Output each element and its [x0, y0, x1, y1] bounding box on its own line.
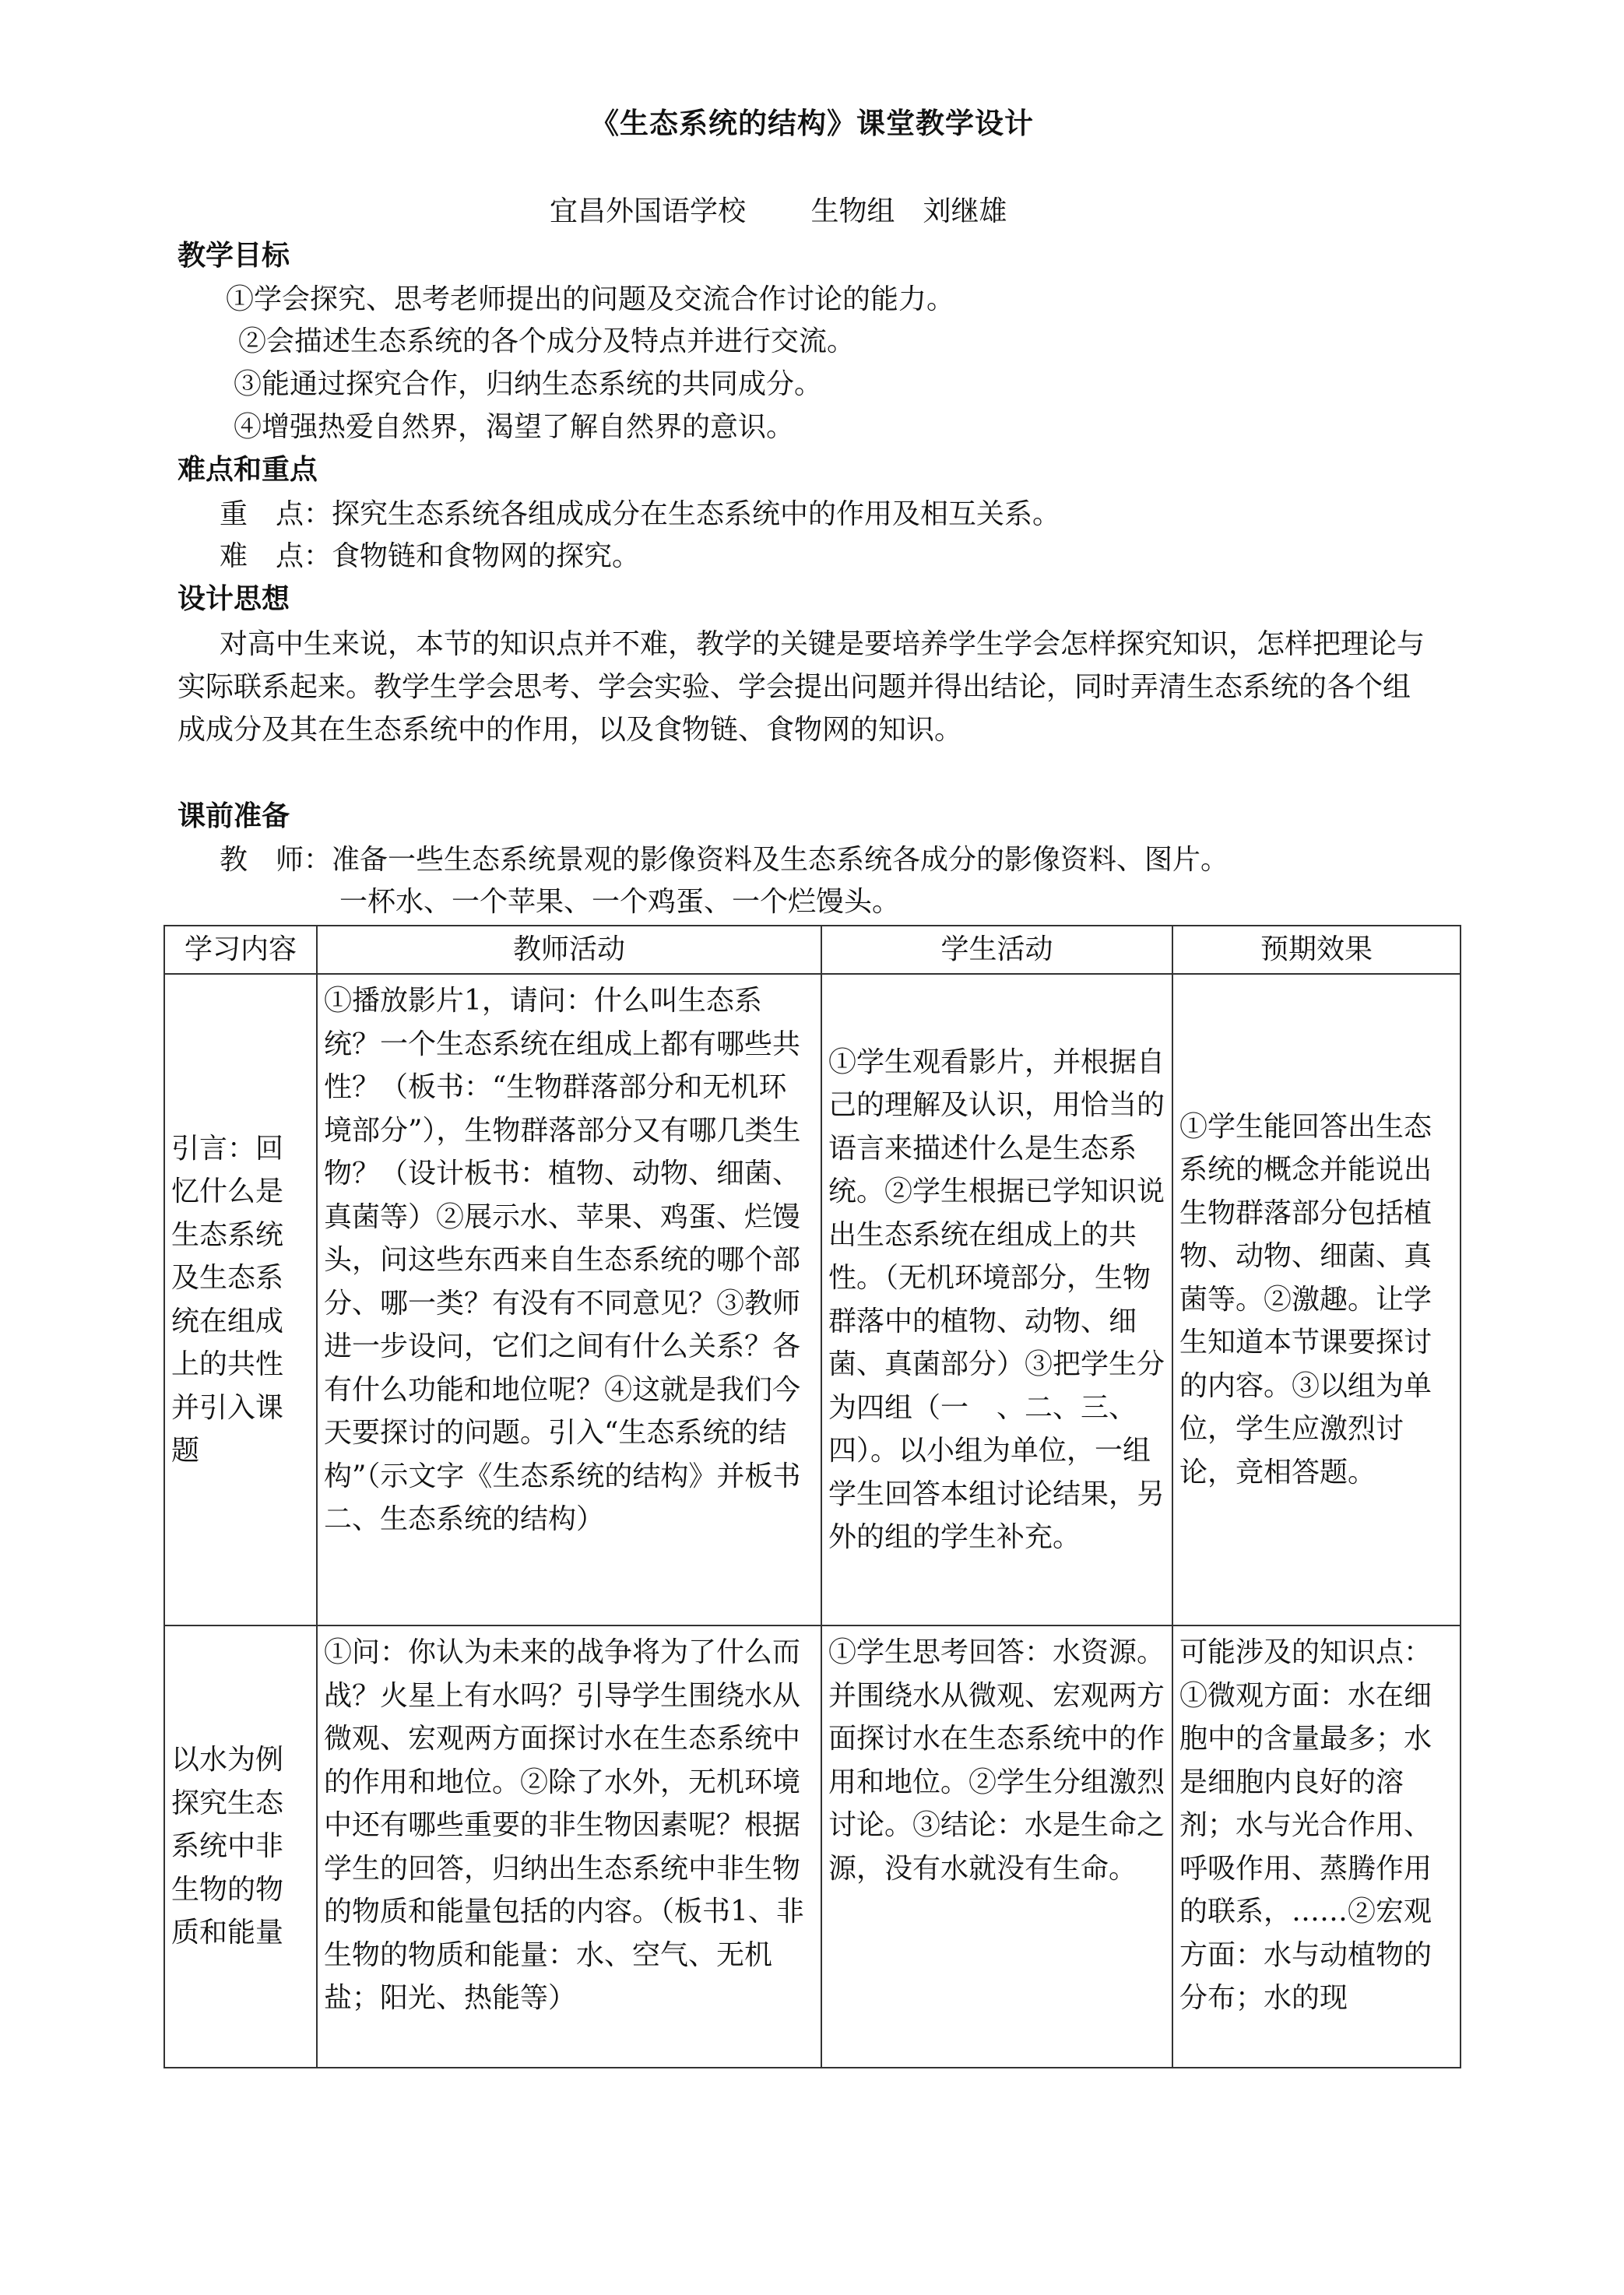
row-effect-cell: 可能涉及的知识点：①微观方面：水在细胞中的含量最多；水是细胞内良好的溶剂；水与光合作用、呼吸作用、蒸腾作用的联系，……②宏观方面：水与动植物的分布；水的现 — [1172, 1625, 1461, 2068]
row-content-cell: 引言：回忆什么是生态系统及生态系统在组成上的共性并引入课题 — [164, 974, 317, 1625]
row-student-cell: ①学生思考回答：水资源。并围绕水从微观、宏观两方面探讨水在生态系统中的作用和地位。②学生分组激烈讨论。③结论：水是生命之源，没有水就没有生命。 — [821, 1625, 1172, 2068]
row-student-cell: ①学生观看影片，并根据自己的理解及认识，用恰当的语言来描述什么是生态系统。②学生根据已学知识说出生态系统在组成上的共性。（无机环境部分，生物群落中的植物、动物、细菌、真菌部分）③把学生分为四组（一 、二、三、四）。以小组为单位，一组学生回答本组讨论结果，另外的组的学生补充。 — [821, 974, 1172, 1625]
key-points-heading: 难点和重点 — [178, 454, 318, 486]
difficult-point: 难 点：食物链和食物网的探究。 — [220, 540, 641, 572]
row-effect-cell: ①学生能回答出生态系统的概念并能说出生物群落部分包括植物、动物、细菌、真菌等。②激趣。让学生知道本节课要探讨的内容。③以组为单位，学生应激烈讨论，竞相答题。 — [1172, 974, 1461, 1625]
important-point: 重 点：探究生态系统各组成成分在生态系统中的作用及相互关系。 — [220, 498, 1061, 530]
row-teacher-cell: ①播放影片1，请问：什么叫生态系统？一个生态系统在组成上都有哪些共性？（板书：“生物群落部分和无机环境部分”），生物群落部分又有哪几类生物？（设计板书：植物、动物、细菌、真菌等）②展示水、苹果、鸡蛋、烂馒头，问这些东西来自生态系统的哪个部分、哪一类？有没有不同意见？③教师进一步设问，它们之间有什么关系？各有什么功能和地位呢？④这就是我们今天要探讨的问题。引入“生态系统的结构”（示文字《生态系统的结构》并板书二、生态系统的结构） — [317, 974, 821, 1625]
row-teacher-cell: ①问：你认为未来的战争将为了什么而战？火星上有水吗？引导学生围绕水从微观、宏观两方面探讨水在生态系统中的作用和地位。②除了水外，无机环境中还有哪些重要的非生物因素呢？根据学生的回答，归纳出生态系统中非生物的物质和能量包括的内容。（板书1、非生物的物质和能量：水、空气、无机盐；阳光、热能等） — [317, 1625, 821, 2068]
header-teacher-activity: 教师活动 — [317, 926, 821, 974]
objective-item: ①学会探究、思考老师提出的问题及交流合作讨论的能力。 — [226, 283, 955, 315]
design-idea-text — [178, 623, 1431, 751]
header-learning-content: 学习内容 — [164, 926, 317, 974]
objective-item: ④增强热爱自然界，渴望了解自然界的意识。 — [234, 411, 795, 443]
objectives-heading: 教学目标 — [178, 240, 290, 272]
objective-item: ③能通过探究合作，归纳生态系统的共同成分。 — [234, 368, 823, 400]
preparation-heading: 课前准备 — [178, 800, 290, 832]
table-row — [164, 974, 1461, 1625]
header-expected-effect: 预期效果 — [1172, 926, 1461, 974]
document-title: 《生态系统的结构》课堂教学设计 — [590, 107, 1034, 140]
design-idea-heading: 设计思想 — [178, 583, 290, 615]
design-idea-body: 对高中生来说，本节的知识点并不难，教学的关键是要培养学生学会怎样探究知识，怎样把理论与实际联系起来。教学生学会思考、学会实验、学会提出问题并得出结论，同时弄清生态系统的各个组成成分及其在生态系统中的作用，以及食物链、食物网的知识。 — [178, 628, 1425, 746]
table-row — [164, 1625, 1461, 2068]
lesson-plan-table — [163, 925, 1461, 2068]
author-byline: 宜昌外国语学校 生物组 刘继雄 — [550, 195, 1007, 227]
table-header-row — [164, 926, 1461, 974]
objective-item: ②会描述生态系统的各个成分及特点并进行交流。 — [238, 325, 856, 357]
row-content-cell: 以水为例探究生态系统中非生物的物质和能量 — [164, 1625, 317, 2068]
teacher-preparation: 教 师：准备一些生态系统景观的影像资料及生态系统各成分的影像资料、图片。 — [220, 844, 1229, 876]
preparation-items: 一杯水、一个苹果、一个鸡蛋、一个烂馒头。 — [339, 886, 901, 918]
header-student-activity: 学生活动 — [821, 926, 1172, 974]
